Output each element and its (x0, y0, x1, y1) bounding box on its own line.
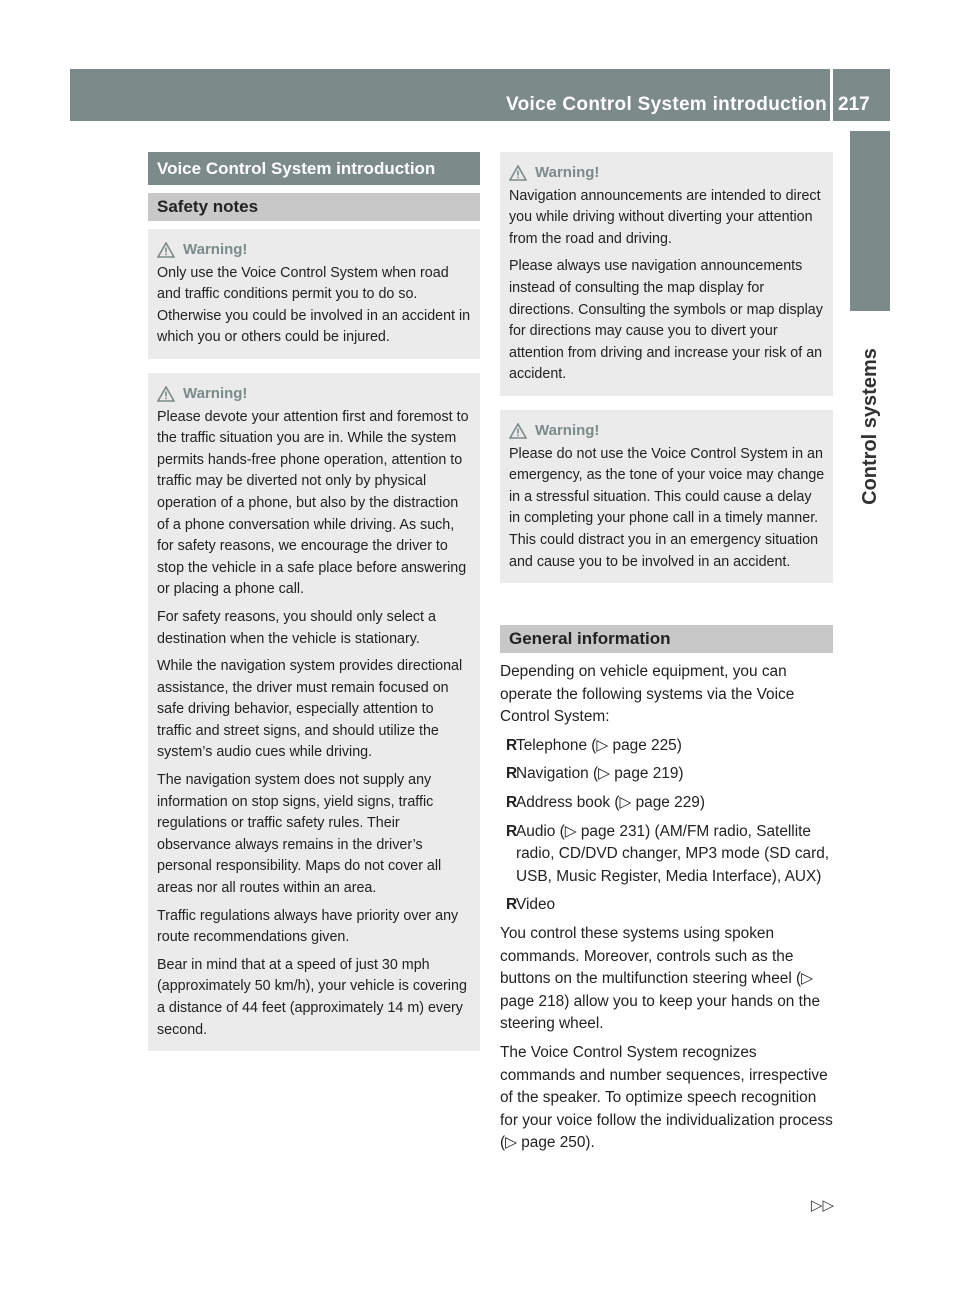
subsection-title: Safety notes (148, 193, 480, 221)
warning-paragraph: Traffic regulations always have priority over any route recommendations given. (157, 907, 459, 946)
warning-heading-text: Warning! (535, 421, 600, 439)
warning-heading (157, 239, 472, 261)
warning-heading-text: Warning! (535, 164, 600, 181)
section-title: Voice Control System introduction (148, 152, 480, 185)
general-intro: Depending on vehicle equipment, you can operate the following systems via the Voice Control System: (500, 663, 795, 726)
running-header-title: Voice Control System introduction (506, 94, 827, 115)
warning-box-navigation (500, 152, 833, 396)
warning-paragraph: The navigation system does not supply any information on stop signs, yield signs, traffic regulations or traffic safety rules. Their observance always remains in the driver’s personal responsibility. Maps do not cover all areas nor all routes within an area. (157, 772, 442, 897)
warning-box-voice-control (148, 229, 480, 359)
continue-arrows-icon: ▷▷ (810, 1197, 834, 1214)
list-item (500, 894, 833, 917)
warning-heading-text: Warning! (183, 241, 248, 258)
warning-heading (509, 162, 825, 184)
side-tab-label (850, 311, 890, 541)
warning-triangle-icon (509, 165, 527, 181)
side-tab-label-text: Control systems (858, 347, 881, 505)
side-tab-marker (850, 131, 890, 311)
systems-list (500, 735, 833, 917)
warning-paragraph: For safety reasons, you should only select a destination when the vehicle is stationary. (157, 608, 436, 647)
warning-heading-text: Warning! (183, 384, 248, 402)
warning-box-emergency (500, 410, 833, 583)
bullet-marker: R (506, 765, 518, 783)
bullet-marker: R (506, 736, 518, 754)
list-item-text: Address book (▷ page 229) (516, 794, 705, 812)
warning-heading (509, 420, 825, 442)
warning-paragraph: Please always use navigation announcements instead of consulting the map display for directions. Consulting the symbols or map display for directions may cause you to divert your attention from driving and increase your risk of an accident. (509, 258, 823, 383)
warning-paragraph: While the navigation system provides directional assistance, the driver must remain focused on safe driving behavior, especially attention to traffic and street signs, and should utilize the system’s audio cues while driving. (157, 658, 463, 761)
warning-heading (157, 383, 472, 405)
list-item-text: Video (516, 896, 556, 914)
general-paragraph-controls: You control these systems using spoken commands. Moreover, controls such as the buttons on the multifunction steering wheel (▷ page 218) allow you to keep your hands on the steering wheel. (500, 925, 821, 1033)
warning-triangle-icon (157, 242, 175, 258)
list-item (500, 763, 833, 786)
warning-paragraph: Navigation announcements are intended to direct you while driving without diverting your attention from the road and driving. (509, 187, 821, 247)
list-item (500, 821, 833, 889)
general-paragraph-recognition: The Voice Control System recognizes commands and number sequences, irrespective of the speaker. To optimize speech recognition for your voice follow the individualization process (▷ page 250). (500, 1044, 833, 1152)
warning-paragraph: Bear in mind that at a speed of just 30 mph (approximately 50 km/h), your vehicle is covering a distance of 44 feet (approximately 14 m) every second. (157, 956, 467, 1038)
bullet-marker: R (506, 794, 518, 812)
warning-triangle-icon (509, 423, 527, 439)
right-column (500, 152, 833, 1161)
header-divider (830, 69, 833, 121)
warning-box-attention (148, 373, 480, 1051)
list-item (500, 735, 833, 758)
page-number: 217 (838, 94, 870, 115)
warning-triangle-icon (157, 386, 175, 402)
bullet-marker: R (506, 896, 518, 914)
warning-paragraph: Please do not use the Voice Control System in an emergency, as the tone of your voice may change in a stressful situation. This could cause a delay in completing your phone call in a timely manner. This could distract you in an emergency situation and cause you to be involved in an accident. (509, 445, 825, 570)
general-information-title: General information (500, 625, 833, 653)
bullet-marker: R (506, 822, 518, 840)
list-item-text: Audio (▷ page 231) (AM/FM radio, Satellite radio, CD/DVD changer, MP3 mode (SD card, USB, Music Register, Media Interface), AUX) (516, 822, 830, 885)
warning-paragraph: Only use the Voice Control System when road and traffic conditions permit you to do so. Otherwise you could be involved in an accident in which you or others could be injured. (157, 264, 471, 346)
list-item-text: Telephone (▷ page 225) (516, 736, 682, 754)
warning-paragraph: Please devote your attention first and foremost to the traffic situation you are in. While the system permits hands-free phone operation, attention to traffic may be diverted not only by physical operation of a phone, but also by the distraction of a phone conversation while driving. As such, for safety reasons, we encourage the driver to stop the vehicle in a safe place before answering or placing a phone call. (157, 408, 469, 598)
left-column (148, 152, 480, 1051)
list-item-text: Navigation (▷ page 219) (516, 765, 684, 783)
list-item (500, 792, 833, 815)
